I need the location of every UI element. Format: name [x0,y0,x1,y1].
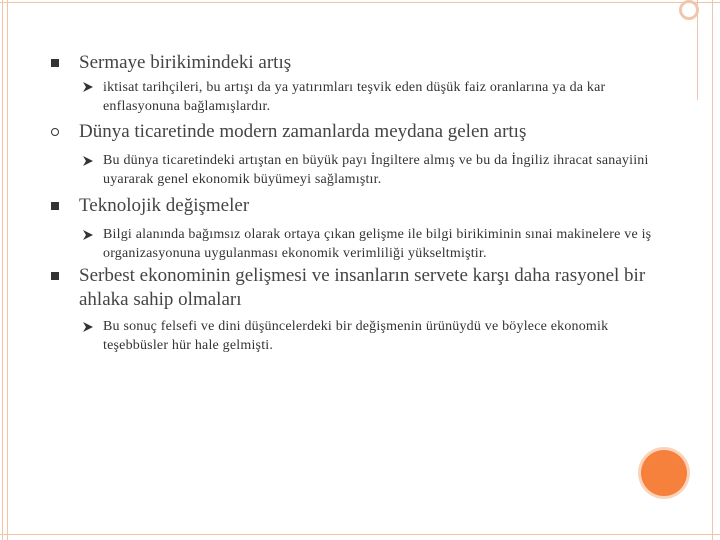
sub-bullet-icon [82,155,94,167]
bullet-heading: Sermaye birikimindeki artış [79,52,292,73]
bullet-heading: Teknolojik değişmeler [79,195,250,216]
bullet-text: Bilgi alanında bağımsız olarak ortaya çıkan gelişme ile bilgi birikiminin sınai makinelere ve iş organizasyonuna uygulanması ekonomik verimliliği yükseltmiştir. [103,227,652,261]
bullet-heading: Dünya ticaretinde modern zamanlarda meydana gelen artış [79,121,527,142]
circle-bullet-icon [51,128,59,136]
bullet-text: iktisat tarihçileri, bu artışı da ya yatırımları teşvik eden düşük faiz oranlarına ya da kar enflasyonuna bağlamışlardır. [103,80,606,114]
bullet-text: Bu sonuç felsefi ve dini düşüncelerdeki bir değişmenin ürünüydü ve böylece ekonomik teşebbüsler hür hale gelmişti. [103,319,609,353]
bullet-heading: Serbest ekonominin gelişmesi ve insanların servete karşı daha rasyonel bir ahlaka sahip olmaları [79,265,646,310]
sub-bullet-icon [82,321,94,333]
square-bullet-icon [51,59,59,67]
square-bullet-icon [51,272,59,280]
sub-bullet-icon [82,81,94,93]
square-bullet-icon [51,202,59,210]
bullet-text: Bu dünya ticaretindeki artıştan en büyük payı İngiltere almış ve bu da İngiliz ihracat sanayiini uyararak genel ekonomik büyümeyi sağlamıştır. [103,153,649,187]
sub-bullet-icon [82,229,94,241]
